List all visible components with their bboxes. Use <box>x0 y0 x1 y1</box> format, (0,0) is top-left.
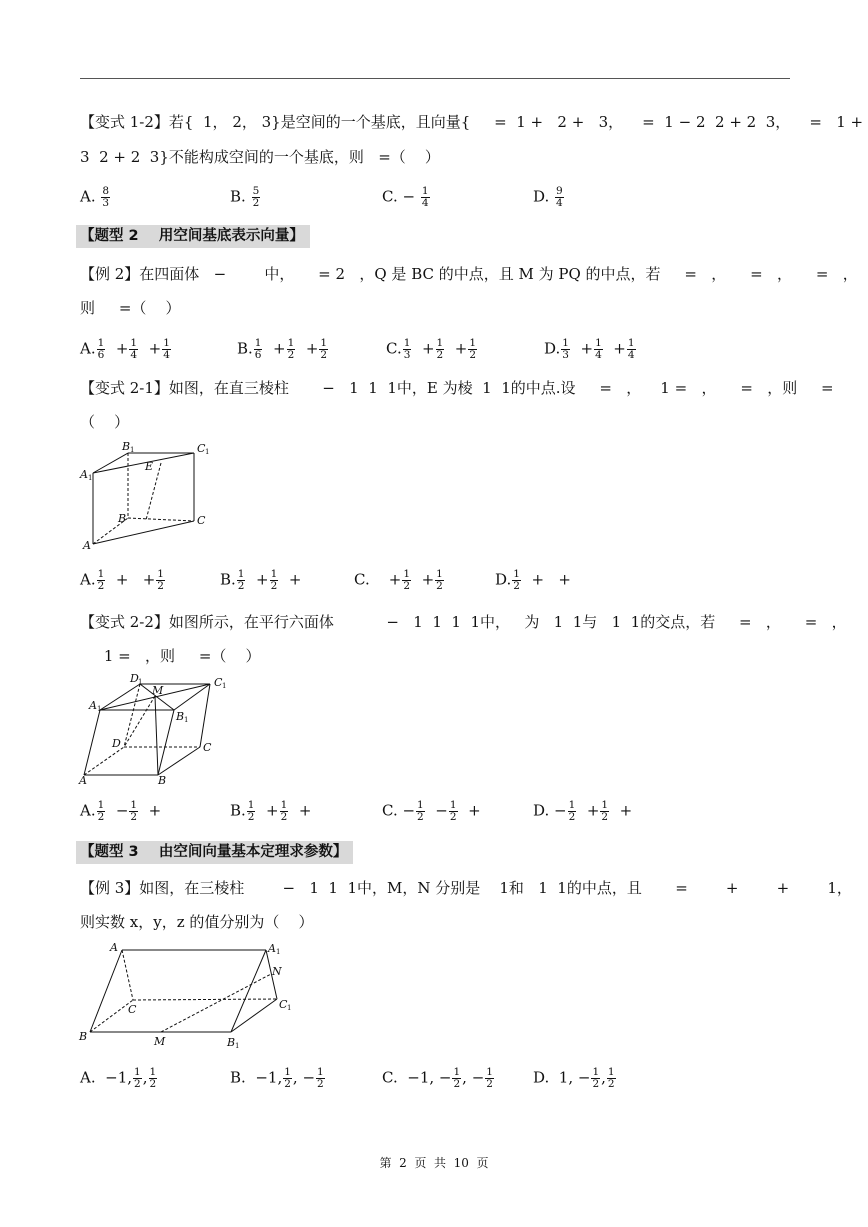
var12-option-B: B. $\frac{5}{2}$ <box>230 185 260 209</box>
label-A1: A <box>268 942 276 955</box>
fraction: $\frac{1}{6}$ <box>97 337 105 361</box>
fraction: $\frac{1}{2}$ <box>270 568 278 592</box>
fraction: $\frac{1}{2}$ <box>436 337 444 361</box>
var22-option-C: C. − $\frac{1}{2}$ − $\frac{1}{2}$ + <box>382 799 481 823</box>
fraction: $\frac{1}{2}$ <box>284 1066 291 1090</box>
fraction: $\frac{1}{4}$ <box>130 337 138 361</box>
ex2-line2: 则 =（ ） <box>80 299 181 317</box>
var21-line1: 【变式 2-1】如图，在直三棱柱 − 1 1 1中，E 为棱 1 1的中点.设 = ， 1 = ， = ，则 = <box>80 379 834 397</box>
fraction: $\frac{9}{4}$ <box>556 185 563 209</box>
ex2-option-C: C. $\frac{1}{3}$ + $\frac{1}{2}$ + $\frac{1}{2}$ <box>386 337 476 361</box>
label-B1: B <box>122 440 131 453</box>
fraction: $\frac{1}{6}$ <box>254 337 262 361</box>
fraction: $\frac{1}{2}$ <box>601 799 609 823</box>
fraction: $\frac{1}{2}$ <box>134 1066 141 1090</box>
fraction: $\frac{1}{2}$ <box>149 1066 157 1090</box>
label-B: B <box>79 1030 88 1043</box>
fraction: $\frac{1}{2}$ <box>486 1066 493 1090</box>
svg-text:1: 1 <box>205 448 210 456</box>
fraction: $\frac{1}{4}$ <box>163 337 170 361</box>
var21-option-B: B. $\frac{1}{2}$ + $\frac{1}{2}$ + <box>220 568 302 592</box>
label-A1: A <box>80 468 88 481</box>
var22-parallelepiped-figure <box>78 672 238 787</box>
var21-option-C: C. + $\frac{1}{2}$ + $\frac{1}{2}$ <box>354 568 443 592</box>
svg-text:1: 1 <box>97 705 102 713</box>
ex3-option-C: C. −1, − $\frac{1}{2}$ , − $\frac{1}{2}$ <box>382 1066 493 1090</box>
var21-line2: （ ） <box>80 413 130 431</box>
fraction: $\frac{1}{2}$ <box>97 568 105 592</box>
label-M: M <box>154 1035 166 1048</box>
var21-prism-figure <box>78 436 228 554</box>
ex2-option-B: B. $\frac{1}{6}$ + $\frac{1}{2}$ + $\frac{1}{2}$ <box>237 337 328 361</box>
ex2-option-A: A. $\frac{1}{6}$ + $\frac{1}{4}$ + $\frac{1}{4}$ <box>80 337 170 361</box>
section-heading-3: 【题型 3 由空间向量基本定理求参数】 <box>76 841 353 864</box>
fraction: $\frac{1}{2}$ <box>449 799 457 823</box>
fraction: $\frac{1}{2}$ <box>417 799 424 823</box>
var22-line1: 【变式 2-2】如图所示，在平行六面体 − 1 1 1 1中， 为 1 1与 1 1的交点，若 = ， = ， <box>80 613 847 631</box>
ex2-line1: 【例 2】在四面体 − 中， = 2 ，Q 是 BC 的中点，且 M 为 PQ 的中点，若 = ， = ， = ， <box>80 265 858 283</box>
var12-line2: 3 2 + 2 3}不能构成空间的一个基底，则 =（ ） <box>80 148 440 166</box>
var12-option-C: C. − $\frac{1}{4}$ <box>382 185 429 209</box>
ex3-prism-figure <box>76 937 296 1052</box>
label-C1: C <box>197 442 206 455</box>
label-A: A <box>79 774 87 787</box>
fraction: $\frac{1}{2}$ <box>317 1066 324 1090</box>
svg-text:1: 1 <box>130 446 135 454</box>
fraction: $\frac{1}{2}$ <box>436 568 443 592</box>
label-C1: C <box>279 998 288 1011</box>
fraction: $\frac{1}{4}$ <box>421 185 429 209</box>
label-E: E <box>145 460 154 473</box>
fraction: $\frac{1}{2}$ <box>568 799 576 823</box>
fraction: $\frac{1}{2}$ <box>280 799 288 823</box>
fraction: $\frac{1}{2}$ <box>607 1066 615 1090</box>
svg-text:1: 1 <box>222 682 227 690</box>
ex3-option-D: D. 1, − $\frac{1}{2}$ , $\frac{1}{2}$ <box>533 1066 615 1090</box>
fraction: $\frac{1}{2}$ <box>247 799 255 823</box>
label-D: D <box>112 737 121 750</box>
var22-line2: 1 = ，则 =（ ） <box>80 647 261 665</box>
fraction: $\frac{1}{2}$ <box>130 799 138 823</box>
fraction: $\frac{1}{3}$ <box>403 337 411 361</box>
page-footer: 第 2 页 共 10 页 <box>379 1156 489 1170</box>
label-B: B <box>118 512 127 525</box>
fraction: $\frac{1}{4}$ <box>627 337 635 361</box>
fraction: $\frac{1}{2}$ <box>513 568 520 592</box>
var21-option-D: D. $\frac{1}{2}$ + + <box>495 568 571 592</box>
fraction: $\frac{1}{3}$ <box>562 337 569 361</box>
svg-text:1: 1 <box>184 716 189 724</box>
header-rule <box>80 78 790 79</box>
label-B1: B <box>176 710 185 723</box>
var12-line1: 【变式 1-2】若{ 1， 2， 3}是空间的一个基底，且向量{ = 1 + 2 + 3， = 1 − 2 2 + 2 3， = 1 + <box>80 113 864 131</box>
label-C: C <box>197 514 206 527</box>
label-A1: A <box>89 699 97 712</box>
label-B1: B <box>227 1036 236 1049</box>
ex3-option-A: A. −1, $\frac{1}{2}$ , $\frac{1}{2}$ <box>80 1066 157 1090</box>
svg-text:1: 1 <box>88 474 93 482</box>
fraction: $\frac{5}{2}$ <box>252 185 260 209</box>
svg-text:1: 1 <box>287 1004 292 1012</box>
var12-option-A: A. $\frac{8}{3}$ <box>80 185 110 209</box>
label-C: C <box>128 1003 137 1016</box>
fraction: $\frac{1}{2}$ <box>403 568 411 592</box>
fraction: $\frac{1}{2}$ <box>592 1066 600 1090</box>
ex3-line1: 【例 3】如图，在三棱柱 − 1 1 1中，M，N 分别是 1和 1 1的中点，且 = + + 1， <box>80 879 852 897</box>
label-A: A <box>83 539 91 552</box>
var12-option-D: D. $\frac{9}{4}$ <box>533 185 563 209</box>
ex3-line2: 则实数 x，y，z 的值分别为（ ） <box>80 913 314 931</box>
fraction: $\frac{1}{2}$ <box>157 568 164 592</box>
fraction: $\frac{8}{3}$ <box>102 185 110 209</box>
var22-option-B: B. $\frac{1}{2}$ + $\frac{1}{2}$ + <box>230 799 312 823</box>
fraction: $\frac{1}{2}$ <box>237 568 245 592</box>
svg-text:1: 1 <box>276 948 281 956</box>
fraction: $\frac{1}{2}$ <box>320 337 328 361</box>
fraction: $\frac{1}{4}$ <box>595 337 602 361</box>
ex2-option-D: D. $\frac{1}{3}$ + $\frac{1}{4}$ + $\frac{1}{4}$ <box>544 337 635 361</box>
svg-text:1: 1 <box>235 1042 240 1050</box>
fraction: $\frac{1}{2}$ <box>453 1066 461 1090</box>
label-D1: D <box>130 672 139 685</box>
var22-option-A: A. $\frac{1}{2}$ − $\frac{1}{2}$ + <box>80 799 162 823</box>
section-heading-2: 【题型 2 用空间基底表示向量】 <box>76 225 310 248</box>
label-B: B <box>158 774 167 787</box>
var21-option-A: A. $\frac{1}{2}$ + + $\frac{1}{2}$ <box>80 568 164 592</box>
fraction: $\frac{1}{2}$ <box>469 337 476 361</box>
fraction: $\frac{1}{2}$ <box>287 337 295 361</box>
label-C1: C <box>214 676 223 689</box>
label-M: M <box>152 684 164 697</box>
ex3-option-B: B. −1, $\frac{1}{2}$ , − $\frac{1}{2}$ <box>230 1066 324 1090</box>
var22-option-D: D. − $\frac{1}{2}$ + $\frac{1}{2}$ + <box>533 799 633 823</box>
svg-text:1: 1 <box>138 678 143 686</box>
label-C: C <box>203 741 212 754</box>
label-N: N <box>272 965 282 978</box>
label-A: A <box>110 941 118 954</box>
fraction: $\frac{1}{2}$ <box>97 799 105 823</box>
